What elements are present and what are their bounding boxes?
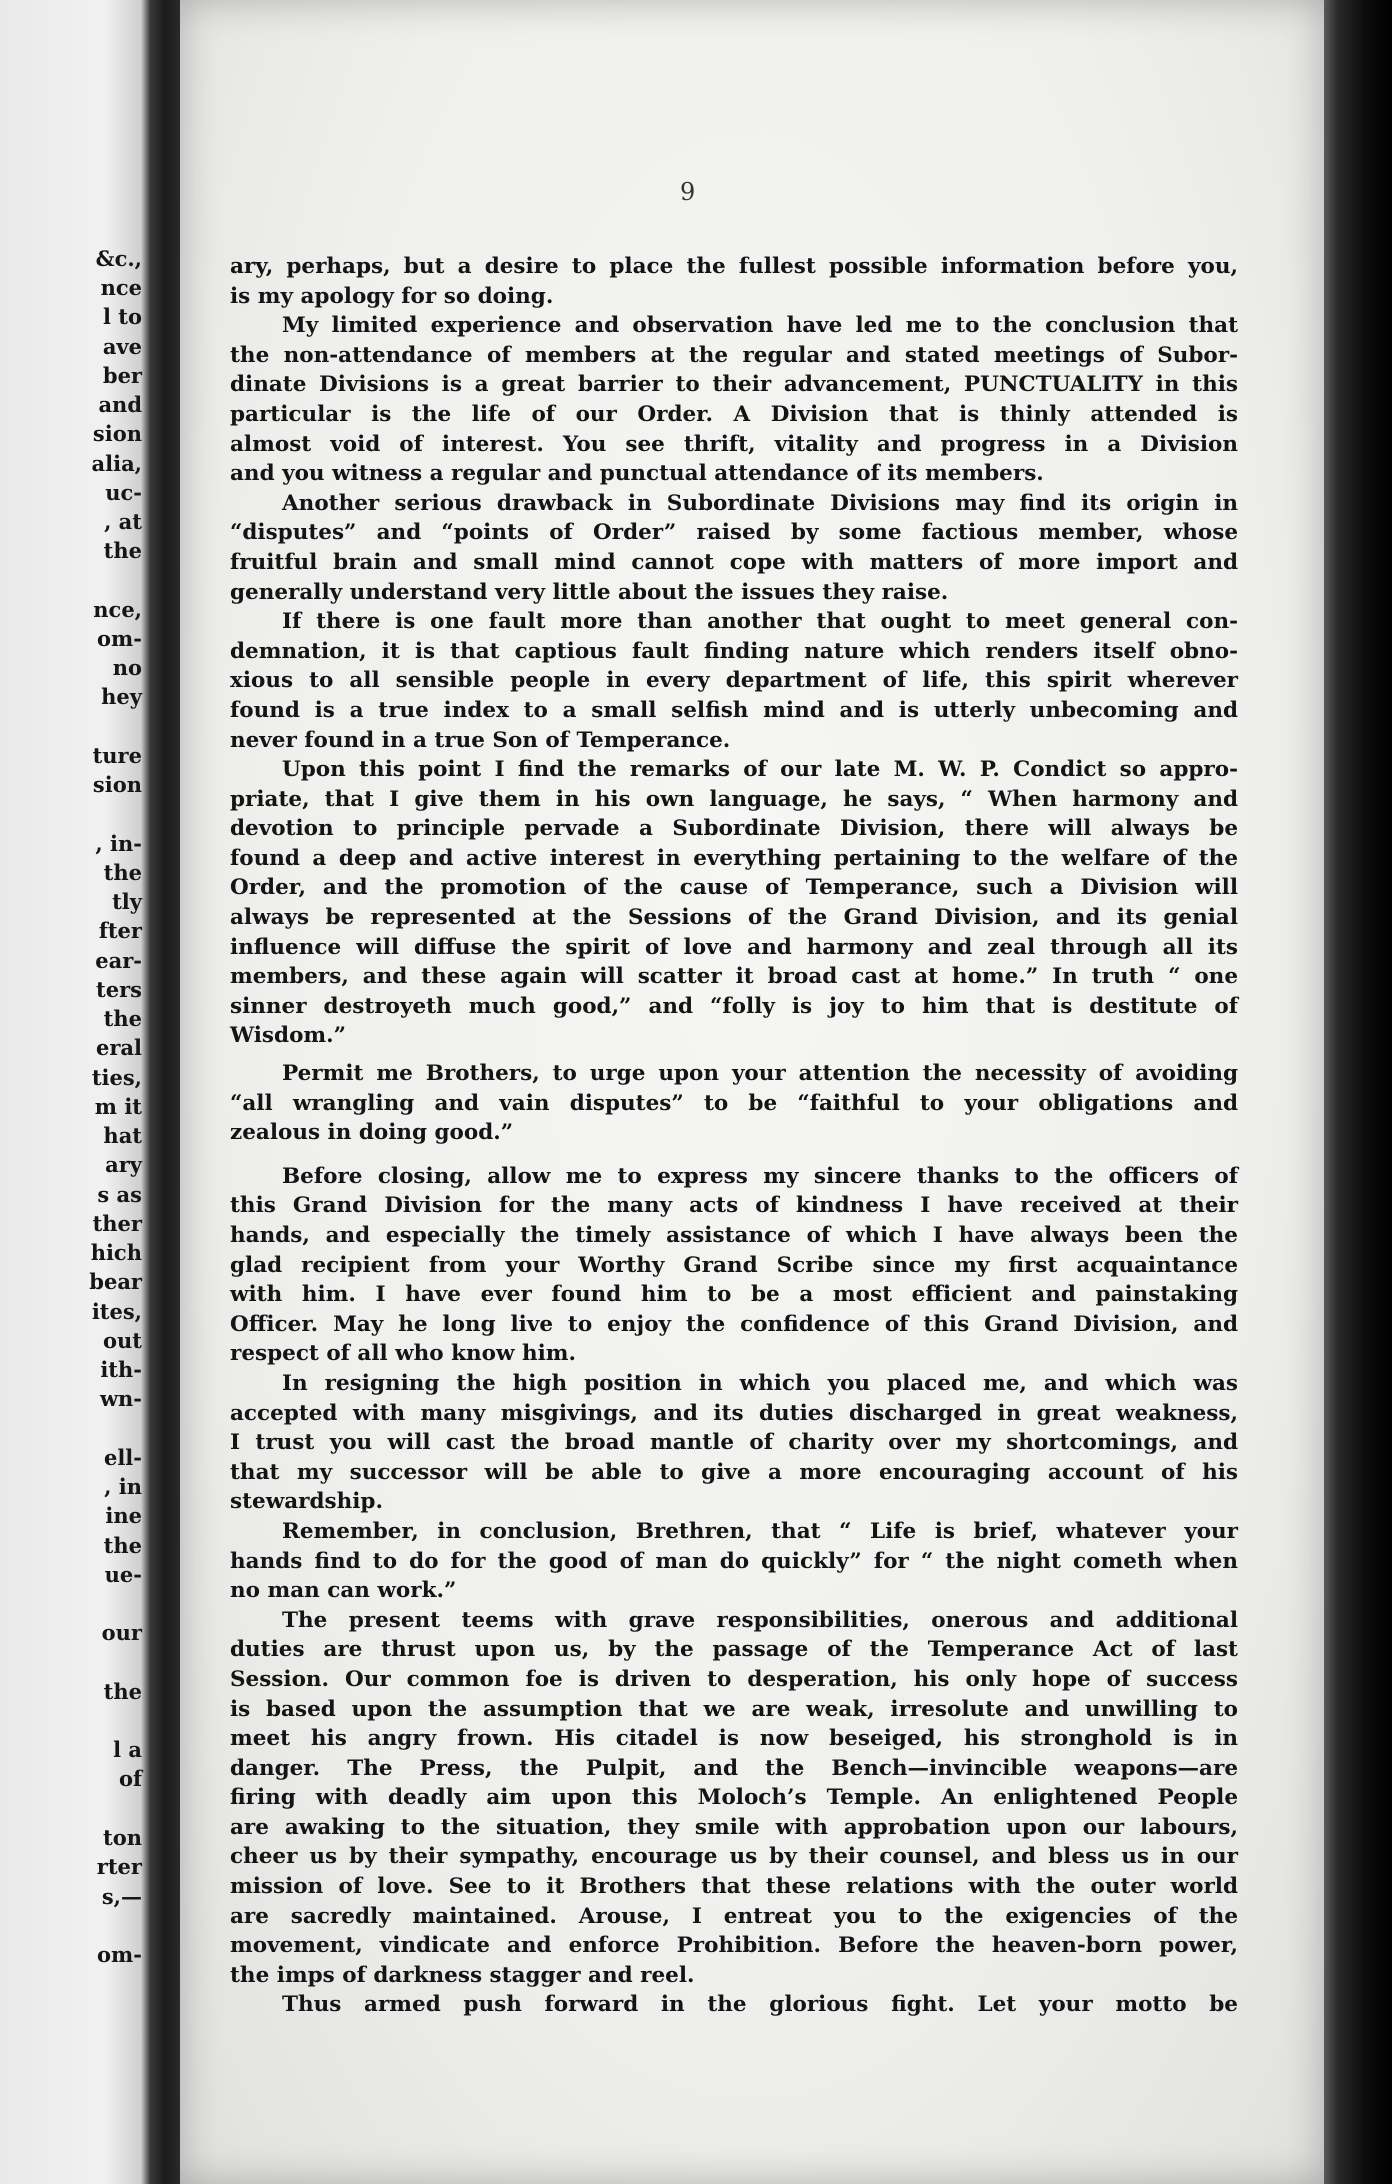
left-page-fragment: the: [103, 1533, 142, 1558]
text-line: and you witness a regular and punctual attendance of its members.: [230, 461, 1044, 487]
left-page-fragment: ties,: [91, 1065, 142, 1090]
left-page-fragment: the: [103, 860, 142, 885]
text-line: almost void of interest. You see thrift, vitality and progress in a Division: [230, 431, 1238, 457]
left-page-fragment: ine: [105, 1503, 142, 1528]
text-line: xious to all sensible people in every department of life, this spirit wherever: [230, 668, 1238, 694]
left-page-fragment: m it: [94, 1094, 142, 1119]
text-line: Wisdom.”: [230, 1023, 347, 1049]
text-line: always be represented at the Sessions of the Grand Division, and its genial: [230, 905, 1238, 931]
left-page-fragment: l to: [103, 304, 142, 329]
left-page-fragment: wn-: [99, 1386, 142, 1411]
text-line: respect of all who know him.: [230, 1341, 577, 1367]
left-page-fragment: uc-: [105, 480, 142, 505]
text-line: dinate Divisions is a great barrier to their advancement, PUNCTUALITY in this: [230, 372, 1238, 398]
text-line: priate, that I give them in his own language, he says, “ When harmony and: [230, 786, 1238, 812]
text-line: influence will diffuse the spirit of love and harmony and zeal through all its: [230, 934, 1238, 960]
text-line: never found in a true Son of Temperance.: [230, 727, 731, 753]
left-page-fragment: s as: [97, 1182, 142, 1207]
left-page-fragment: sion: [92, 772, 142, 797]
text-line: Officer. May he long live to enjoy the confidence of this Grand Division, and: [230, 1311, 1238, 1337]
text-line: My limited experience and observation have led me to the conclusion that: [282, 313, 1238, 339]
text-line: The present teems with grave responsibilities, onerous and additional: [282, 1607, 1238, 1633]
text-line: “disputes” and “points of Order” raised by some factious member, whose: [230, 520, 1238, 546]
left-page-fragment: s,—: [101, 1884, 142, 1909]
right-page-edge: [1324, 0, 1392, 2184]
left-page-fragment: &c.,: [95, 246, 142, 271]
text-line: meet his angry frown. His citadel is now beseiged, his stronghold is in: [230, 1726, 1238, 1752]
left-page-fragment: rter: [96, 1854, 142, 1879]
text-line: zealous in doing good.”: [230, 1120, 514, 1146]
left-page-fragment: of: [118, 1766, 142, 1791]
left-page-fragment: nce: [100, 275, 142, 300]
left-page-fragment: and: [98, 392, 142, 417]
text-line: Upon this point I find the remarks of our late M. W. P. Condict so appro-: [282, 757, 1238, 783]
text-line: demnation, it is that captious fault finding nature which renders itself obno-: [230, 638, 1238, 664]
text-line: cheer us by their sympathy, encourage us by their counsel, and bless us in our: [230, 1844, 1238, 1870]
text-line: is my apology for so doing.: [230, 283, 554, 309]
left-page-fragment: om-: [97, 626, 142, 651]
page-number: 9: [680, 178, 696, 206]
left-page-fragment: the: [103, 538, 142, 563]
left-page-fragment: bear: [89, 1269, 142, 1294]
left-page-fragment: , in: [104, 1474, 142, 1499]
text-line: sinner destroyeth much good,” and “folly is joy to him that is destitute of: [230, 993, 1238, 1019]
text-line: the non-attendance of members at the regular and stated meetings of Subor-: [230, 342, 1238, 368]
left-page-fragment: om-: [97, 1942, 142, 1967]
left-page-fragment: out: [103, 1328, 142, 1353]
left-page-fragment: ell-: [103, 1445, 142, 1470]
left-page-fragment: ber: [102, 363, 142, 388]
left-page-fragment: alia,: [91, 451, 142, 476]
left-page-fragment: hich: [90, 1240, 142, 1265]
text-line: hands, and especially the timely assistance of which I have always been the: [230, 1223, 1238, 1248]
text-line: accepted with many misgivings, and its duties discharged in great weakness,: [230, 1400, 1238, 1426]
text-line: particular is the life of our Order. A Division that is thinly attended is: [230, 401, 1238, 427]
text-line: Order, and the promotion of the cause of Temperance, such a Division will: [230, 875, 1238, 901]
left-page-fragment: tly: [112, 889, 142, 914]
text-line: no man can work.”: [230, 1578, 457, 1604]
left-page-fragment: ites,: [91, 1299, 142, 1324]
left-page-fragment: ther: [92, 1211, 142, 1236]
text-line: danger. The Press, the Pulpit, and the Bench—invincible weapons—are: [230, 1755, 1238, 1781]
text-line: In resigning the high position in which you placed me, and which was: [282, 1370, 1238, 1396]
left-page-fragment: ear-: [95, 948, 142, 973]
text-line: generally understand very little about the issues they raise.: [230, 579, 949, 605]
text-line: hands find to do for the good of man do quickly” for “ the night cometh when: [230, 1548, 1238, 1574]
text-line: If there is one fault more than another that ought to meet general con-: [282, 609, 1238, 635]
left-page-margin: [0, 0, 150, 2184]
book-gutter: [150, 0, 180, 2184]
left-page-fragment: our: [101, 1620, 142, 1645]
left-page-fragment: fter: [98, 918, 142, 943]
left-page-fragment: l a: [113, 1737, 142, 1762]
left-page-fragment: , at: [104, 509, 142, 534]
left-page-fragment: sion: [92, 421, 142, 446]
text-line: Remember, in conclusion, Brethren, that “ Life is brief, whatever your: [282, 1518, 1238, 1544]
text-line: Permit me Brothers, to urge upon your attention the necessity of avoiding: [282, 1061, 1238, 1087]
text-line: firing with deadly aim upon this Moloch’s Temple. An enlightened People: [230, 1785, 1238, 1811]
text-line: are sacredly maintained. Arouse, I entreat you to the exigencies of the: [230, 1903, 1238, 1929]
text-line: ary, perhaps, but a desire to place the fullest possible information before you,: [230, 254, 1238, 279]
text-line: Another serious drawback in Subordinate Divisions may find its origin in: [282, 490, 1238, 516]
text-line: the imps of darkness stagger and reel.: [230, 1962, 695, 1988]
text-line: is based upon the assumption that we are weak, irresolute and unwilling to: [230, 1696, 1238, 1722]
text-line: Thus armed push forward in the glorious fight. Let your motto be: [282, 1992, 1238, 2018]
text-line: movement, vindicate and enforce Prohibition. Before the heaven-born power,: [230, 1933, 1238, 1959]
text-line: stewardship.: [230, 1489, 383, 1515]
text-line: “all wrangling and vain disputes” to be “faithful to your obligations and: [230, 1090, 1238, 1116]
left-page-fragment: the: [103, 1006, 142, 1031]
left-page-fragment: ary: [105, 1152, 142, 1177]
text-line: mission of love. See to it Brothers that these relations with the outer world: [230, 1874, 1238, 1900]
text-line: this Grand Division for the many acts of kindness I have received at their: [230, 1193, 1238, 1219]
body-text: [230, 252, 1238, 2020]
left-page-fragment: no: [112, 655, 142, 680]
text-line: fruitful brain and small mind cannot cope with matters of more import and: [230, 549, 1238, 575]
text-line: glad recipient from your Worthy Grand Scribe since my first acquaintance: [230, 1252, 1238, 1278]
left-page-fragment: ue-: [104, 1562, 142, 1587]
left-page-fragment: eral: [95, 1035, 142, 1060]
left-page-fragment: ave: [102, 334, 142, 359]
text-line: found a deep and active interest in everything pertaining to the welfare of the: [230, 845, 1238, 871]
text-line: are awaking to the situation, they smile with approbation upon our labours,: [230, 1814, 1238, 1840]
text-line: members, and these again will scatter it broad cast at home.” In truth “ one: [230, 964, 1238, 990]
text-line: duties are thrust upon us, by the passage of the Temperance Act of last: [230, 1637, 1238, 1663]
text-line: I trust you will cast the broad mantle of charity over my shortcomings, and: [230, 1430, 1238, 1456]
left-page-fragment: ters: [96, 977, 142, 1002]
text-line: found is a true index to a small selfish mind and is utterly unbecoming and: [230, 697, 1238, 723]
left-page-fragment: hey: [101, 684, 142, 709]
document-page: [180, 0, 1324, 2184]
left-page-fragment: hat: [103, 1123, 142, 1148]
left-page-fragment: , in-: [95, 831, 142, 856]
text-line: with him. I have ever found him to be a most efficient and painstaking: [230, 1282, 1238, 1308]
left-page-fragment: the: [103, 1679, 142, 1704]
left-page-fragment: nce,: [93, 597, 142, 622]
left-page-fragment: ture: [92, 743, 142, 768]
text-line: Session. Our common foe is driven to desperation, his only hope of success: [230, 1666, 1238, 1692]
text-line: that my successor will be able to give a more encouraging account of his: [230, 1459, 1238, 1485]
text-line: devotion to principle pervade a Subordinate Division, there will always be: [230, 816, 1238, 842]
left-page-fragment: ith-: [100, 1357, 142, 1382]
left-page-fragment: ton: [103, 1825, 142, 1850]
text-line: Before closing, allow me to express my sincere thanks to the officers of: [282, 1163, 1238, 1189]
